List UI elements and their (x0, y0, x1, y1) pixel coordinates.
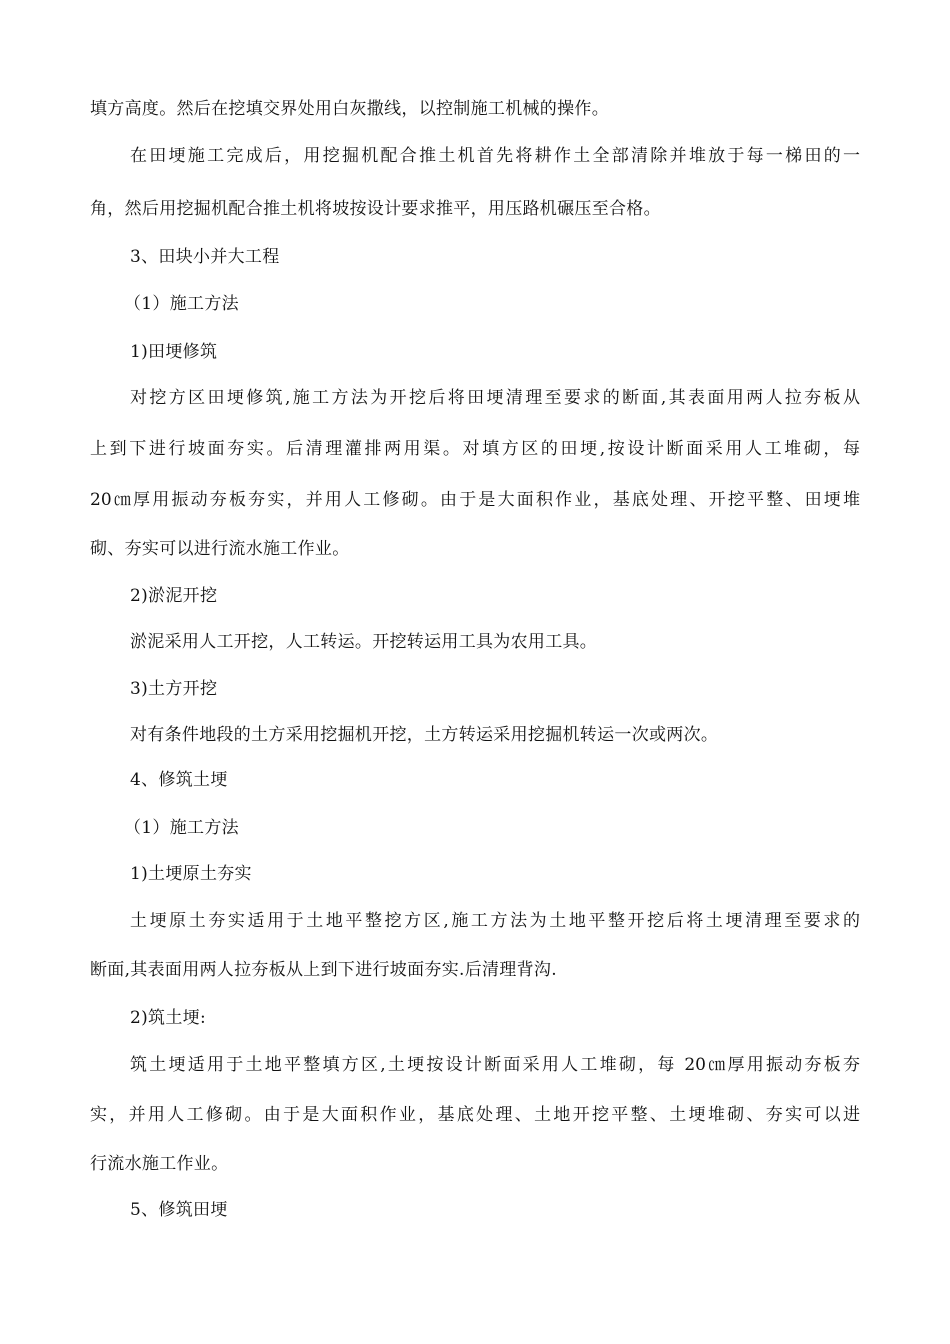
text-line: 砌、夯实可以进行流水施工作业。 (90, 539, 350, 559)
text-line: 对有条件地段的土方采用挖掘机开挖，土方转运采用挖掘机转运一次或两次。 (130, 725, 719, 745)
text-line: 断面,其表面用两人拉夯板从上到下进行坡面夯实.后清理背沟. (90, 960, 557, 980)
subsection-heading: （1）施工方法 (124, 294, 239, 314)
text-line: 上到下进行坡面夯实。后清理灌排两用渠。对填方区的田埂,按设计断面采用人工堆砌，每 (90, 439, 860, 459)
section-heading: 4、修筑土埂 (130, 770, 228, 790)
section-heading: 5、修筑田埂 (130, 1200, 228, 1220)
item-heading: 1)田埂修筑 (130, 342, 218, 362)
text-line: 20㎝厚用振动夯板夯实，并用人工修砌。由于是大面积作业，基底处理、开挖平整、田埂堆 (90, 490, 860, 510)
text-line: 角，然后用挖掘机配合推土机将坡按设计要求推平，用压路机碾压至合格。 (90, 199, 661, 219)
text-line: 填方高度。然后在挖填交界处用白灰撒线，以控制施工机械的操作。 (90, 99, 609, 119)
text-line: 行流水施工作业。 (90, 1154, 229, 1174)
text-line: 淤泥采用人工开挖，人工转运。开挖转运用工具为农用工具。 (130, 632, 598, 652)
section-heading: 3、田块小并大工程 (130, 247, 280, 267)
text-line: 对挖方区田埂修筑,施工方法为开挖后将田埂清理至要求的断面,其表面用两人拉夯板从 (130, 388, 860, 408)
text-line: 实，并用人工修砌。由于是大面积作业，基底处理、土地开挖平整、土埂堆砌、夯实可以进 (90, 1105, 860, 1125)
text-line: 在田埂施工完成后，用挖掘机配合推土机首先将耕作土全部清除并堆放于每一梯田的一 (130, 146, 860, 166)
item-heading: 2)淤泥开挖 (130, 586, 218, 606)
item-heading: 1)土埂原土夯实 (130, 864, 252, 884)
text-line: 土埂原土夯实适用于土地平整挖方区,施工方法为土地平整开挖后将土埂清理至要求的 (130, 911, 860, 931)
item-heading: 2)筑土埂: (130, 1008, 206, 1028)
text-line: 筑土埂适用于土地平整填方区,土埂按设计断面采用人工堆砌，每 20㎝厚用振动夯板夯 (130, 1055, 860, 1075)
subsection-heading: （1）施工方法 (124, 818, 239, 838)
item-heading: 3)土方开挖 (130, 679, 218, 699)
